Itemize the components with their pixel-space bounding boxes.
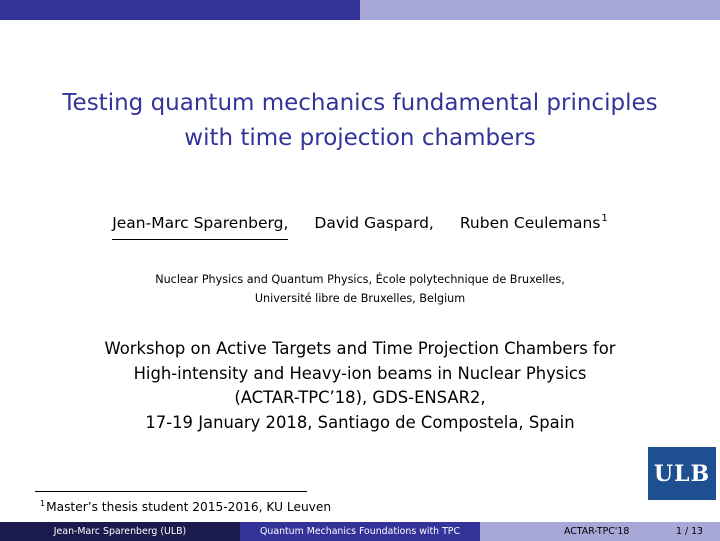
- author-3-footnote-mark: 1: [601, 213, 608, 224]
- affiliation-line-1: Nuclear Physics and Quantum Physics, École polytechnique de Bruxelles,: [155, 273, 565, 286]
- workshop-line-4: 17-19 January 2018, Santiago de Compostela, Spain: [145, 412, 575, 432]
- footnote: [40, 495, 331, 516]
- footnote-rule: [35, 491, 307, 492]
- workshop-line-2: High-intensity and Heavy-ion beams in Nuclear Physics: [133, 363, 587, 383]
- author-2: David Gaspard,: [314, 214, 434, 232]
- affiliation-line-2: Université libre de Bruxelles, Belgium: [254, 292, 466, 305]
- affiliation: [0, 270, 720, 308]
- author-3-name: Ruben Ceulemans: [459, 214, 601, 232]
- author-presenter: Jean-Marc Sparenberg,: [112, 211, 288, 240]
- workshop-info: [0, 337, 720, 435]
- footline-short-title: Quantum Mechanics Foundations with TPC: [240, 522, 480, 541]
- title-line-2: with time projection chambers: [184, 125, 536, 151]
- footline-conference: ACTAR-TPC'18: [564, 526, 630, 537]
- footline: [0, 522, 720, 541]
- navigation-bar: [0, 0, 720, 20]
- navigation-bar-right: [360, 0, 720, 20]
- workshop-line-1: Workshop on Active Targets and Time Projection Chambers for: [104, 339, 616, 358]
- author-3: [460, 207, 608, 235]
- footline-right: [480, 522, 720, 541]
- footnote-text: Master’s thesis student 2015-2016, KU Leuven: [46, 500, 332, 514]
- author-list: [0, 207, 720, 240]
- title-line-1: Testing quantum mechanics fundamental principles: [62, 90, 658, 116]
- page-number[interactable]: 1 / 13: [676, 526, 704, 537]
- ulb-logo: ULB: [648, 447, 716, 500]
- workshop-line-3: (ACTAR-TPC’18), GDS-ENSAR2,: [234, 388, 486, 407]
- footnote-mark: 1: [40, 499, 46, 508]
- navigation-bar-left: [0, 0, 360, 20]
- slide-title: [0, 86, 720, 156]
- footline-author: Jean-Marc Sparenberg (ULB): [0, 522, 240, 541]
